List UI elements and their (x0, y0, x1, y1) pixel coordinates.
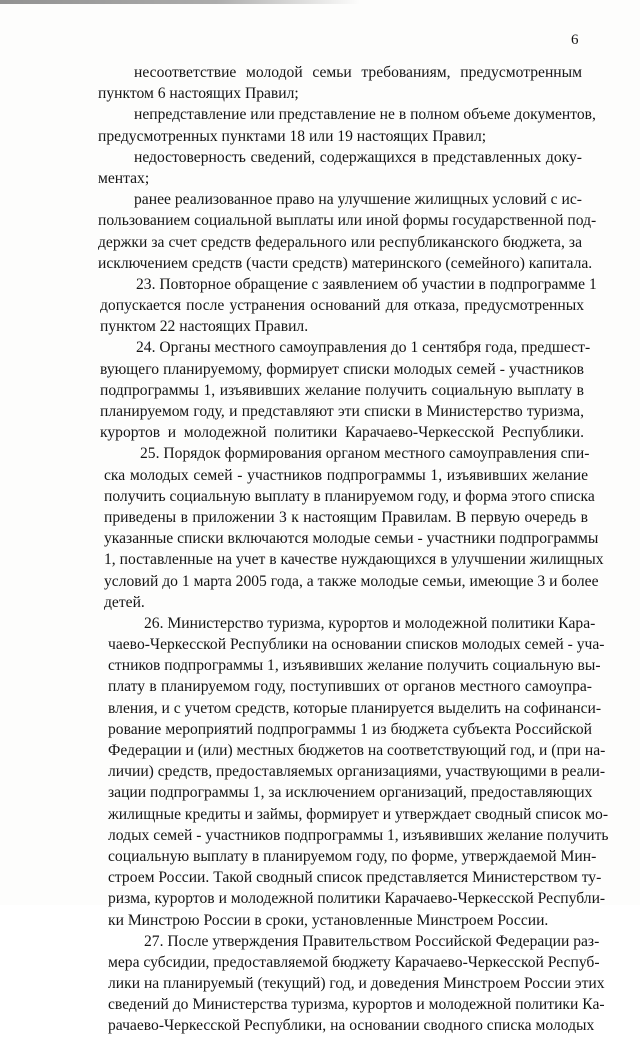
text-line: рачаево-Черкесской Республики, на основании сводного списка молодых (108, 1017, 595, 1035)
text-line: держки за счет средств федерального или республиканского бюджета, за (98, 233, 582, 251)
text-line: допускается после устранения оснований для отказа, предусмотренных (100, 297, 584, 315)
text-line: предусмотренных пунктами 18 или 19 настоящих Правил; (98, 127, 487, 145)
text-line: недостоверность сведений, содержащихся в представленных доку- (134, 148, 582, 166)
text-line: 1, поставленные на учет в качестве нуждающихся в улучшении жилищных (104, 551, 604, 569)
text-line: лики на планируемый (текущий) год, и доведения Минстроем России этих (108, 975, 605, 993)
text-line: жилищные кредиты и займы, формирует и утверждает сводный список мо- (108, 805, 609, 823)
text-line: сведений до Министерства туризма, курортов и молодежной политики Ка- (108, 996, 605, 1014)
paragraph (0, 274, 640, 338)
text-line: курортов и молодежной политики Карачаево-Черкесской Республики. (100, 424, 584, 442)
text-line: зации подпрограммы 1, за исключением организаций, предоставляющих (108, 784, 593, 802)
text-line: мера субсидии, предоставляемой бюджету Карачаево-Черкесской Респуб- (108, 953, 600, 971)
text-line: 26. Министерство туризма, курортов и молодежной политики Кара- (144, 614, 596, 632)
text-line: рование мероприятий подпрограммы 1 из бюджета субъекта Российской (108, 720, 592, 738)
text-line: ментах; (98, 169, 150, 187)
text-line: пунктом 22 настоящих Правил. (100, 318, 309, 336)
text-line: чаево-Черкесской Республики на основании списков молодых семей - уча- (108, 636, 605, 654)
text-line: условий до 1 марта 2005 года, а также молодые семьи, имеющие 3 и более (104, 572, 599, 590)
text-line: ска молодых семей - участников подпрограммы 1, изъявивших желание (104, 466, 588, 484)
paragraph (0, 147, 640, 189)
text-line: пользованием социальной выплаты или иной формы государственной под- (98, 212, 597, 230)
scan-edge-shadow (0, 0, 360, 4)
text-line: вления, и с учетом средств, которые планируется выделить на софинанси- (108, 699, 602, 717)
paragraph (0, 62, 640, 104)
document-body (0, 62, 640, 1037)
text-line: 27. После утверждения Правительством Российской Федерации раз- (144, 932, 600, 950)
paragraph (0, 337, 640, 443)
text-line: ранее реализованное право на улучшение жилищных условий с ис- (134, 191, 582, 209)
text-line: указанные списки включаются молодые семьи - участники подпрограммы (104, 530, 599, 548)
paragraph (0, 104, 640, 146)
text-line: получить социальную выплату в планируемом году, и форма этого списка (104, 487, 595, 505)
text-line: несоответствие молодой семьи требованиям, предусмотренным (134, 64, 582, 81)
text-line: подпрограммы 1, изъявивших желание получить социальную выплату в (100, 381, 584, 399)
paragraph (0, 443, 640, 613)
text-line: приведены в приложении 3 к настоящим Правилам. В первую очередь в (104, 508, 588, 526)
text-line: непредставление или представление не в полном объеме документов, (134, 106, 596, 124)
text-line: исключением средств (части средств) материнского (семейного) капитала. (98, 254, 593, 272)
text-line: 24. Органы местного самоуправления до 1 сентября года, предшест- (136, 339, 591, 357)
text-line: строем России. Такой сводный список представляется Министерством ту- (108, 869, 602, 887)
paragraph (0, 931, 640, 1037)
text-line: плату в планируемом году, поступивших от органов местного самоупра- (108, 678, 592, 696)
text-line: стников подпрограммы 1, изъявивших желание получить социальную вы- (108, 657, 601, 675)
page-number: 6 (571, 32, 579, 48)
text-line: ки Минстрою России в сроки, установленные Минстроем России. (108, 911, 549, 929)
text-line: планируемом году, и представляют эти списки в Министерство туризма, (100, 403, 584, 420)
text-line: детей. (104, 593, 145, 611)
text-line: Федерации и (или) местных бюджетов на соответствующий год, и (при на- (108, 742, 606, 759)
paragraph (0, 189, 640, 274)
text-line: пунктом 6 настоящих Правил; (98, 85, 299, 103)
text-line: вующего планируемому, формирует списки молодых семей - участников (100, 360, 584, 378)
text-line: личии) средств, предоставляемых организациями, участвующими в реали- (108, 763, 606, 781)
text-line: ризма, курортов и молодежной политики Карачаево-Черкесской Республи- (108, 890, 606, 908)
text-line: социальную выплату в планируемом году, по форме, утверждаемой Мин- (108, 847, 597, 865)
text-line: 25. Порядок формирования органом местного самоуправления спи- (140, 445, 590, 463)
text-line: 23. Повторное обращение с заявлением об участии в подпрограмме 1 (136, 275, 597, 293)
text-line: лодых семей - участников подпрограммы 1, изъявивших желание получить (108, 826, 609, 844)
paragraph (0, 613, 640, 931)
